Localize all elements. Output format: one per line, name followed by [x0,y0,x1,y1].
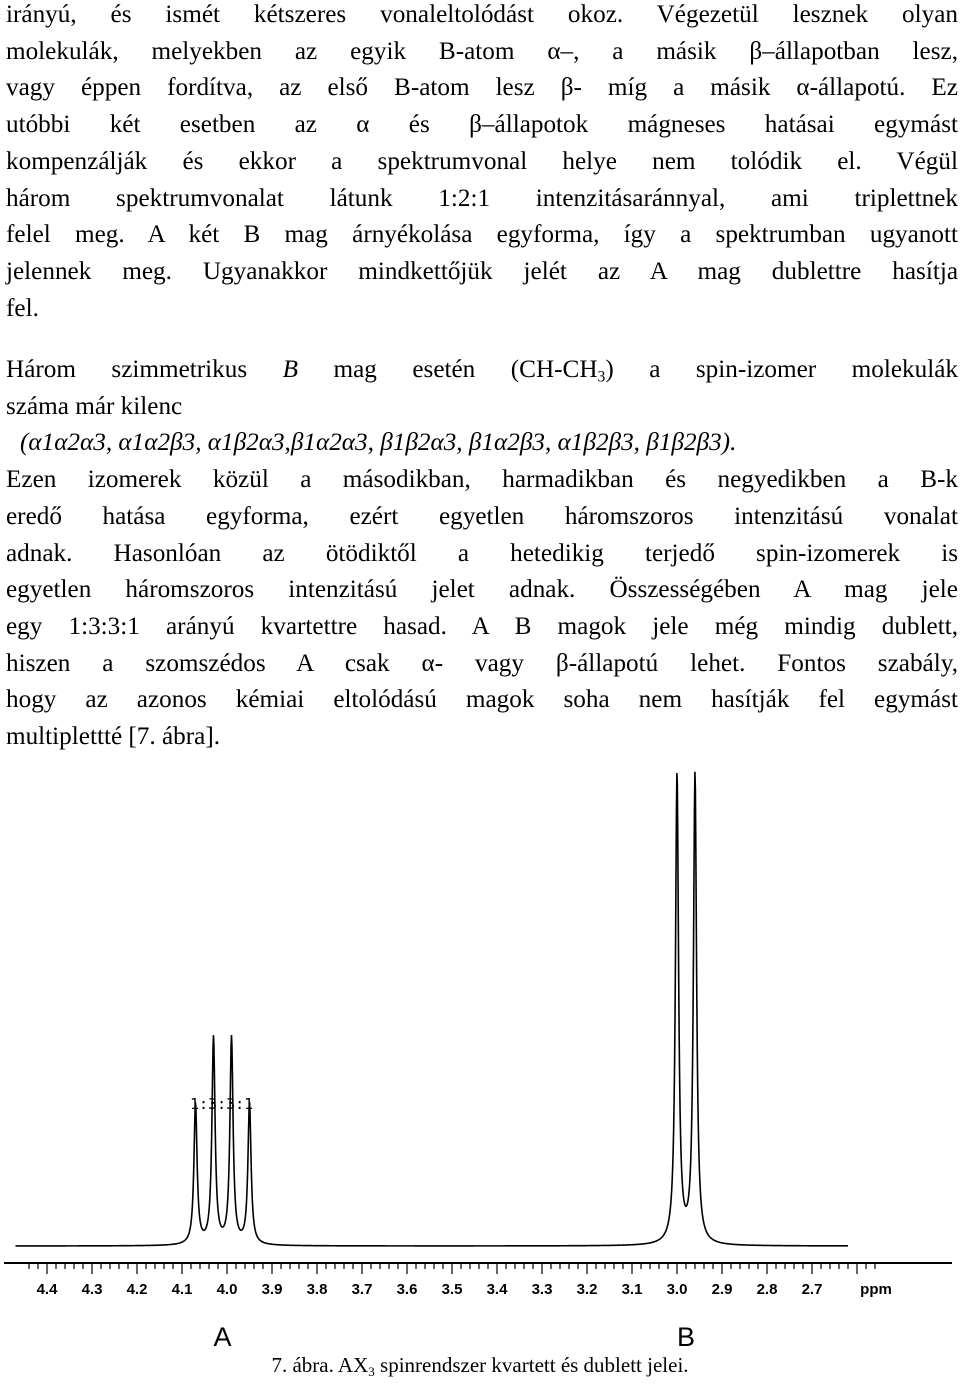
subscript: 3 [597,368,606,386]
text-run: Három szimmetrikus [6,356,283,383]
paragraph-2-line [6,352,958,389]
spectrum-trace [16,772,849,1246]
paragraph-1-line: kompenzálják és ekkor a spektrumvonal helye nem tolódik el. Végül [6,147,958,175]
tick-label: 3.7 [351,1281,373,1298]
ratio-annotation: 1:3:3:1 [190,1095,254,1113]
tick-label: 3.5 [441,1281,463,1298]
tick-label: 3.0 [666,1281,688,1298]
paragraph-2-line: hiszen a szomszédos A csak α- vagy β-állapotú lehet. Fontos szabály, [6,649,958,677]
tick-label: 4.4 [36,1281,58,1298]
tick-label: 3.9 [261,1281,283,1298]
peak-labels [213,1322,695,1350]
caption-text: AX [333,1353,369,1377]
tick-label: 2.7 [801,1281,823,1298]
tick-label: 3.6 [396,1281,418,1298]
tick-label: 3.4 [486,1281,508,1298]
paragraph-2 [6,352,958,756]
peak-label-b: B [676,1322,696,1350]
paragraph-2-line: multiplettté [7. ábra]. [6,723,221,751]
tick-label: 3.2 [576,1281,598,1298]
tick-label: 4.3 [81,1281,103,1298]
nmr-spectrum-chart [0,760,960,1350]
paragraph-2-line: hogy az azonos kémiai eltolódású magok soha nem hasítják fel egymást [6,686,958,714]
tick-label: 3.8 [306,1281,328,1298]
paragraph-1-line: irányú, és ismét kétszeres vonaleltolódást okoz. Végezetül lesznek olyan [6,1,958,28]
tick-label: 3.3 [531,1281,553,1298]
peak-label-a: A [213,1322,232,1350]
paragraph-1-line: molekulák, melyekben az egyik B-atom α–, a másik β–állapotban lesz, [6,37,958,65]
paragraph-2-line: Ezen izomerek közül a másodikban, harmadikban és negyedikben a B-k [6,466,958,494]
tick-label: 2.9 [711,1281,733,1298]
x-axis-label: ppm [860,1281,892,1298]
figure-caption [0,1353,960,1378]
paragraph-1-line: fel. [6,294,39,322]
paragraph-1-line: felel meg. A két B mag árnyékolása egyforma, így a spektrumban ugyanott [6,221,958,249]
paragraph-1-line: jelennek meg. Ugyanakkor mindkettőjük jelét az A mag dublettre hasítja [6,257,958,285]
paragraph-1-line: három spektrumvonalat látunk 1:2:1 intenzitásaránnyal, ami triplettnek [6,184,958,212]
caption-subscript: 3 [368,1363,375,1379]
tick-label: 4.1 [171,1281,193,1298]
caption-text: spinrendszer kvartett és dublett jelei. [374,1353,689,1377]
paragraph-2-line: adnak. Hasonlóan az ötödiktől a hetedikig terjedő spin-izomerek is [6,539,958,567]
isomer-list: (α1α2α3, α1α2β3, α1β2α3,β1α2α3, β1β2α3, β1α2β3, α1β2β3, β1β2β3). [20,429,737,457]
paragraph-2-line: száma már kilenc [6,392,183,420]
tick-label: 2.8 [756,1281,778,1298]
tick-label: 4.0 [216,1281,238,1298]
paragraph-1-line: utóbbi két esetben az α és β–állapotok mágneses hatásai egymást [6,111,958,139]
tick-label: 3.1 [621,1281,643,1298]
paragraph-2-line: egyetlen háromszoros intenzitású jelet adnak. Összességében A mag jele [6,576,958,604]
caption-number: 7. ábra. [271,1353,334,1377]
text-run: B [282,356,299,383]
x-axis-ticks [29,1263,875,1274]
paragraph-2-line: eredő hatása egyforma, ezért egyetlen háromszoros intenzitású vonalat [6,502,958,530]
x-axis-tick-labels [37,1281,823,1298]
paragraph-1 [6,0,958,327]
text-run: mag esetén (CH-CH [298,356,598,383]
tick-label: 4.2 [126,1281,148,1298]
text-run: ) a spin-izomer molekulák [605,356,958,383]
paragraph-2-line: egy 1:3:3:1 arányú kvartettre hasad. A B magok jele még mindig dublett, [6,612,958,640]
paragraph-1-line: vagy éppen fordítva, az első B-atom lesz β- míg a másik α-állapotú. Ez [6,74,958,102]
